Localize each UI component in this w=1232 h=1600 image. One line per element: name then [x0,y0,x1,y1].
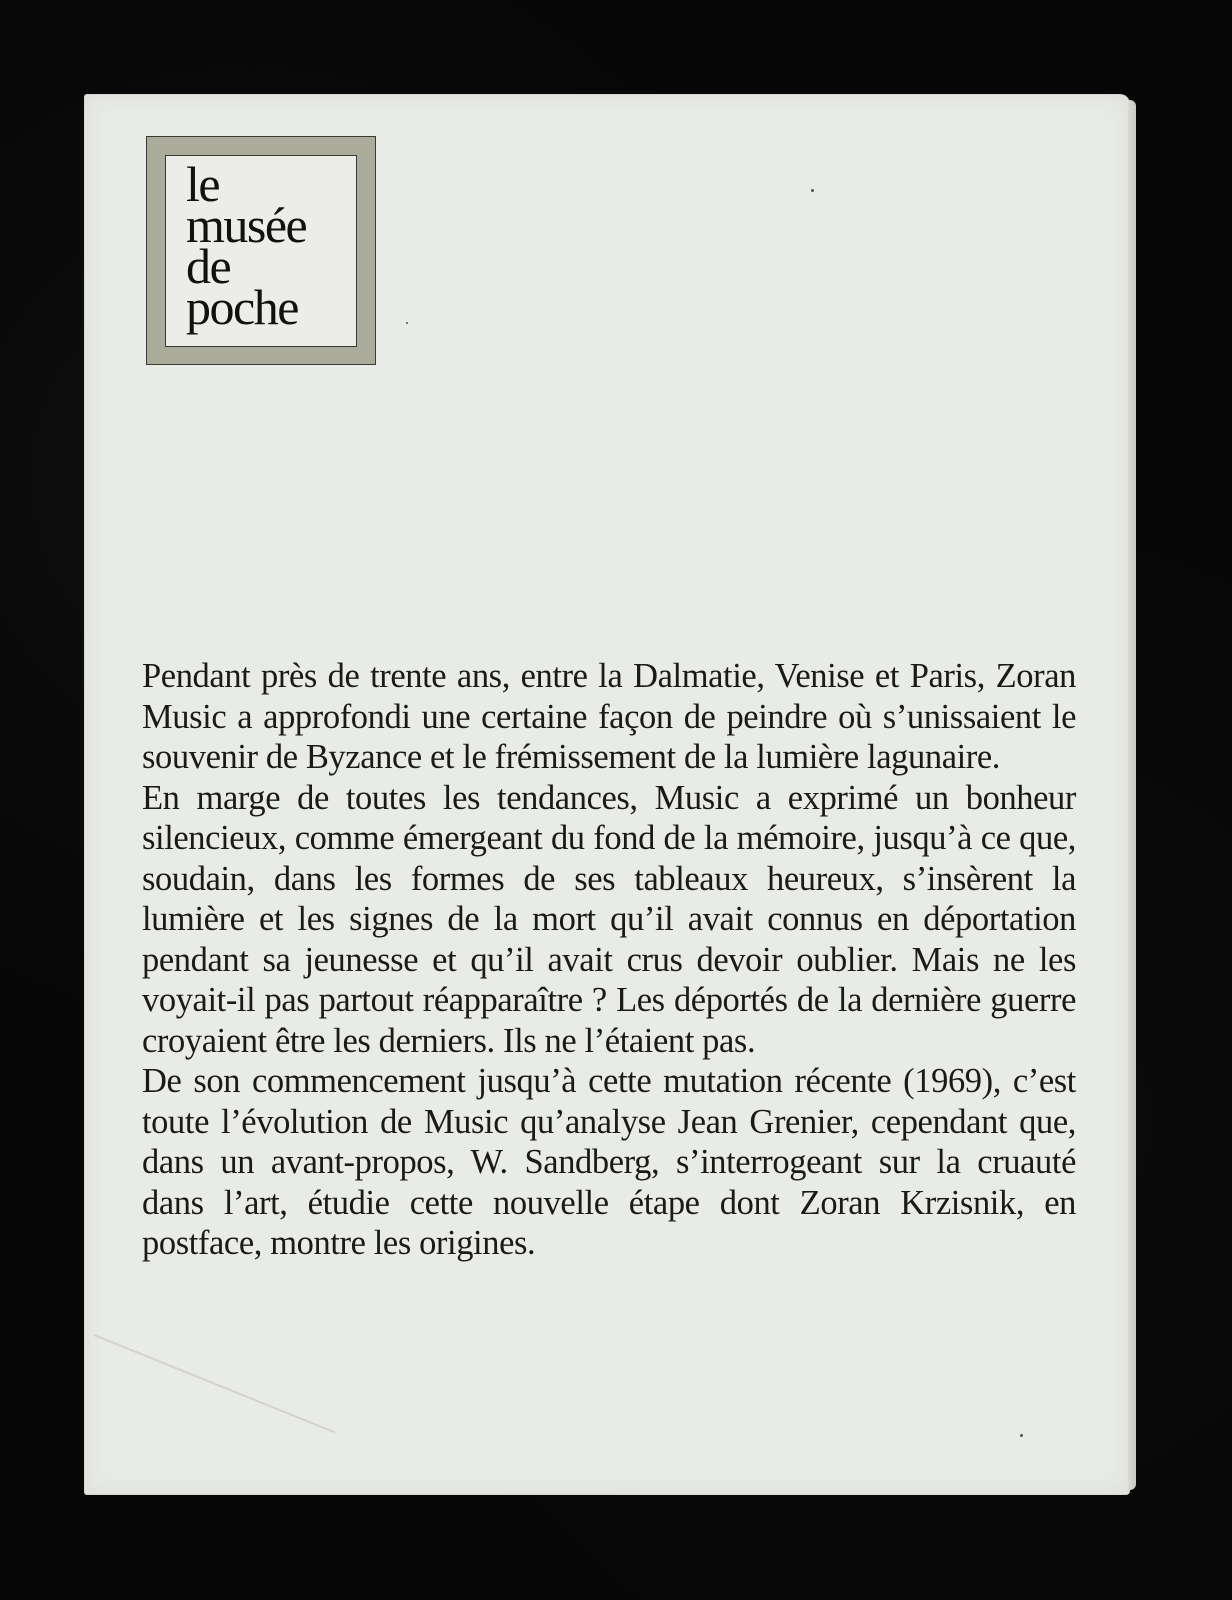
blurb-text [142,656,1076,1264]
logo-line-le: le [186,156,220,212]
book-back-cover [84,94,1130,1495]
cover-edge [1128,100,1136,1490]
blurb-paragraph-1: Pendant près de trente ans, entre la Dalmatie, Venise et Paris, Zoran Music a approfondi une certaine façon de peindre où s’unissaient le souvenir de Byzance et le frémissement de la lumière lagunaire. [142,657,1076,776]
paper-speck [1020,1434,1023,1437]
paper-scratch [94,1334,336,1433]
paper-speck [811,189,814,192]
blurb-paragraph-3: De son commencement jusqu’à cette mutation récente (1969), c’est toute l’évolution de Music qu’analyse Jean Grenier, cependant que, dans un avant-propos, W. Sandberg, s’interrogeant sur la cruauté dans l’art, étudie cette nouvelle étape dont Zoran Krzisnik, en postface, montre les origines. [142,1062,1076,1262]
blurb-paragraph-2: En marge de toutes les tendances, Music a exprimé un bonheur silencieux, comme émergeant du fond de la mémoire, jusqu’à ce que, soudain, dans les formes de ses tableaux heureux, s’insèrent la lumière et les signes de la mort qu’il avait connus en déportation pendant sa jeunesse et qu’il avait crus devoir oublier. Mais ne les voyait-il pas partout réapparaître ? Les déportés de la dernière guerre croyaient être les derniers. Ils ne l’étaient pas. [142,778,1076,1060]
logo-line-poche: poche [186,279,298,335]
logo-line-de: de [186,238,231,294]
series-logo [146,136,376,365]
series-logo-text [186,156,307,335]
paper-speck [406,322,408,324]
logo-line-musee: musée [186,197,307,253]
series-logo-inner-panel [165,155,357,347]
